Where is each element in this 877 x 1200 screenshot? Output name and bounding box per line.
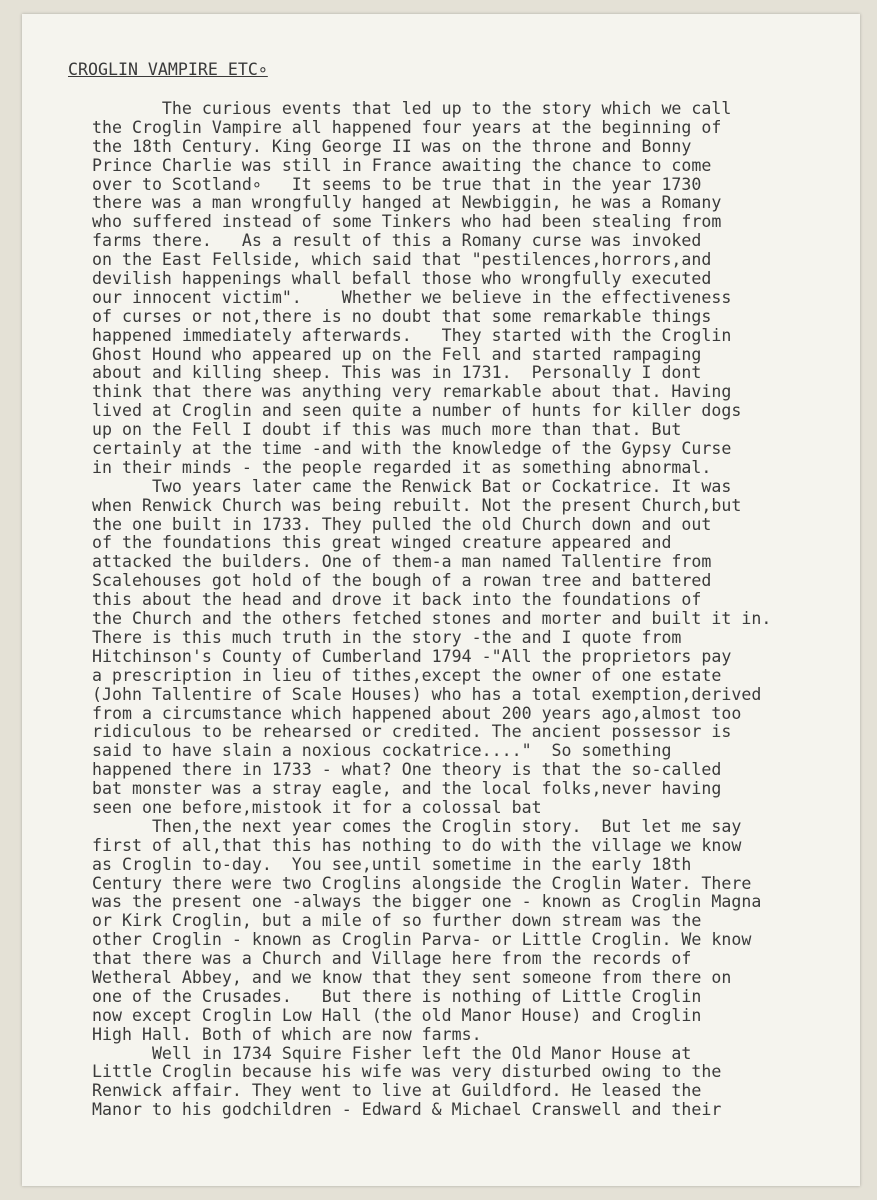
- text-line: ridiculous to be rehearsed or credited. The ancient possessor is: [92, 722, 732, 742]
- text-line: there was a man wrongfully hanged at Newbiggin, he was a Romany: [92, 193, 722, 213]
- text-line: Century there were two Croglins alongside the Croglin Water. There: [92, 873, 752, 893]
- text-line: the 18th Century. King George II was on the throne and Bonny: [92, 136, 692, 156]
- text-line: certainly at the time -and with the knowledge of the Gypsy Curse: [92, 439, 732, 459]
- text-line: the one built in 1733. They pulled the old Church down and out: [92, 514, 712, 534]
- text-line: over to Scotland∘ It seems to be true that in the year 1730: [92, 174, 702, 194]
- text-line: from a circumstance which happened about 200 years ago,almost too: [92, 703, 742, 723]
- text-line: think that there was anything very remarkable about that. Having: [92, 382, 732, 402]
- text-line: on the East Fellside, which said that "pestilences,horrors,and: [92, 250, 712, 270]
- text-line: that there was a Church and Village here from the records of: [92, 949, 692, 969]
- text-line: a prescription in lieu of tithes,except the owner of one estate: [92, 665, 722, 685]
- text-line: first of all,that this has nothing to do with the village we know: [92, 835, 742, 855]
- text-line: happened immediately afterwards. They started with the Croglin: [92, 325, 732, 345]
- text-line: the Croglin Vampire all happened four years at the beginning of: [92, 117, 722, 137]
- text-line: Wetheral Abbey, and we know that they sent someone from there on: [92, 967, 732, 987]
- text-line: farms there. As a result of this a Romany curse was invoked: [92, 231, 702, 251]
- document-title: CROGLIN VAMPIRE ETC∘: [68, 60, 268, 79]
- text-line: Prince Charlie was still in France awaiting the chance to come: [92, 155, 712, 175]
- text-line: Scalehouses got hold of the bough of a rowan tree and battered: [92, 571, 712, 591]
- text-line: Then,the next year comes the Croglin story. But let me say: [92, 816, 742, 836]
- text-line: High Hall. Both of which are now farms.: [92, 1024, 482, 1044]
- text-line: Hitchinson's County of Cumberland 1794 -"All the proprietors pay: [92, 646, 732, 666]
- text-line: devilish happenings whall befall those who wrongfully executed: [92, 269, 712, 289]
- text-line: of the foundations this great winged creature appeared and: [92, 533, 672, 553]
- text-line: when Renwick Church was being rebuilt. Not the present Church,but: [92, 495, 742, 515]
- text-line: up on the Fell I doubt if this was much more than that. But: [92, 420, 682, 440]
- text-line: this about the head and drove it back into the foundations of: [92, 590, 702, 610]
- text-line: now except Croglin Low Hall (the old Manor House) and Croglin: [92, 1005, 702, 1025]
- paper-sheet: [22, 14, 860, 1186]
- text-line: Renwick affair. They went to live at Guildford. He leased the: [92, 1081, 702, 1101]
- text-line: one of the Crusades. But there is nothing of Little Croglin: [92, 986, 702, 1006]
- text-line: our innocent victim". Whether we believe in the effectiveness: [92, 287, 732, 307]
- text-line: Manor to his godchildren - Edward & Michael Cranswell and their: [92, 1100, 722, 1120]
- text-line: bat monster was a stray eagle, and the local folks,never having: [92, 779, 722, 799]
- text-line: There is this much truth in the story -the and I quote from: [92, 627, 682, 647]
- text-line: happened there in 1733 - what? One theory is that the so-called: [92, 760, 722, 780]
- text-line: who suffered instead of some Tinkers who had been stealing from: [92, 212, 722, 232]
- text-line: about and killing sheep. This was in 1731. Personally I dont: [92, 363, 702, 383]
- typed-body-text: [92, 100, 771, 1120]
- text-line: attacked the builders. One of them-a man named Tallentire from: [92, 552, 712, 572]
- text-line: as Croglin to-day. You see,until sometime in the early 18th: [92, 854, 692, 874]
- text-line: (John Tallentire of Scale Houses) who has a total exemption,derived: [92, 684, 762, 704]
- text-line: Ghost Hound who appeared up on the Fell and started rampaging: [92, 344, 702, 364]
- text-line: Well in 1734 Squire Fisher left the Old Manor House at: [92, 1043, 692, 1063]
- text-line: Two years later came the Renwick Bat or Cockatrice. It was: [92, 476, 732, 496]
- text-line: said to have slain a noxious cockatrice...." So something: [92, 741, 672, 761]
- text-line: seen one before,mistook it for a colossal bat: [92, 797, 542, 817]
- text-line: lived at Croglin and seen quite a number of hunts for killer dogs: [92, 401, 742, 421]
- text-line: in their minds - the people regarded it as something abnormal.: [92, 457, 712, 477]
- text-line: other Croglin - known as Croglin Parva- or Little Croglin. We know: [92, 930, 752, 950]
- text-line: the Church and the others fetched stones and morter and built it in.: [92, 609, 772, 629]
- text-line: The curious events that led up to the story which we call: [92, 99, 732, 118]
- text-line: of curses or not,there is no doubt that some remarkable things: [92, 306, 712, 326]
- text-line: or Kirk Croglin, but a mile of so further down stream was the: [92, 911, 702, 931]
- text-line: was the present one -always the bigger one - known as Croglin Magna: [92, 892, 762, 912]
- text-line: Little Croglin because his wife was very disturbed owing to the: [92, 1062, 722, 1082]
